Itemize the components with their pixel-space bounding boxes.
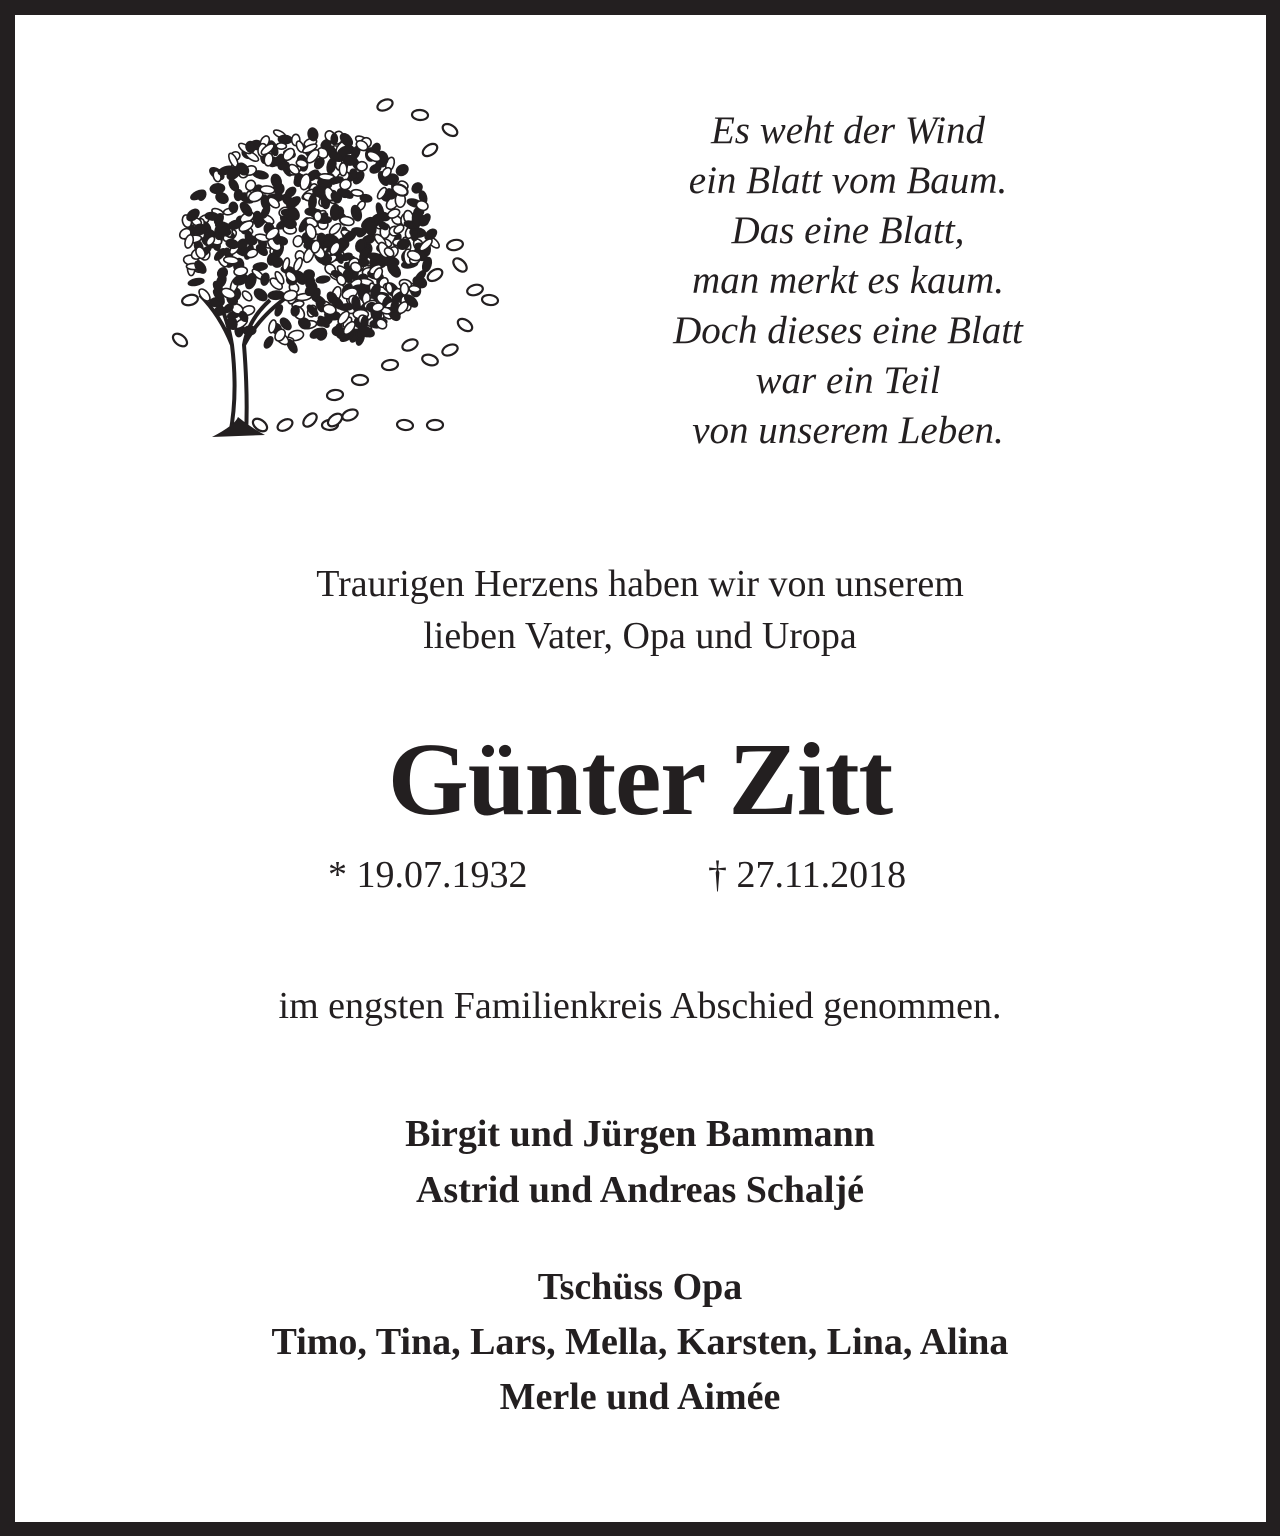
intro-line: Traurigen Herzens haben wir von unserem (316, 563, 964, 605)
tree-mark (322, 239, 333, 248)
tree-mark (456, 316, 475, 333)
tree-mark (409, 285, 421, 293)
poem (600, 106, 1096, 456)
tree-mark (481, 294, 498, 306)
tree-mark (356, 161, 367, 171)
farewell-text: im engsten Familienkreis Abschied genommen. (278, 985, 1002, 1027)
mourner-line: Birgit und Jürgen Bammann (405, 1113, 875, 1155)
tree-mark (441, 342, 460, 357)
tree-mark (331, 134, 337, 145)
poem-line: ein Blatt vom Baum. (688, 159, 1008, 202)
tree-mark (188, 277, 205, 286)
tree-mark (412, 109, 429, 120)
tree-mark (421, 141, 440, 158)
tree-mark (263, 335, 275, 349)
tree-mark (215, 274, 228, 289)
tree-mark (171, 331, 190, 349)
mourner-line: Astrid und Andreas Schaljé (415, 1169, 864, 1211)
deceased-name: Günter Zitt (387, 722, 893, 837)
tree-mark (205, 212, 219, 221)
tree-mark (427, 420, 443, 430)
intro-line: lieben Vater, Opa und Uropa (423, 615, 857, 657)
tree-mark (243, 326, 256, 336)
tree-mark (314, 211, 322, 221)
grandchildren-names: Merle und Aimée (499, 1376, 781, 1418)
poem-line: war ein Teil (755, 359, 941, 402)
tree-icon (160, 95, 505, 445)
tree-mark (276, 417, 295, 434)
tree-mark (421, 353, 439, 367)
tree-mark (227, 178, 240, 192)
tree-mark (252, 287, 269, 303)
grandchildren-names: Timo, Tina, Lars, Mella, Karsten, Lina, Alina (271, 1321, 1009, 1363)
poem-line: Das eine Blatt, (731, 209, 965, 252)
tree-mark (352, 375, 368, 385)
tree-mark (268, 291, 284, 300)
grandchildren-greeting: Tschüss Opa (537, 1266, 743, 1308)
death-date: † 27.11.2018 (708, 854, 907, 896)
tree-mark (341, 407, 360, 422)
tree-mark (376, 97, 395, 113)
tree-mark (332, 326, 344, 336)
tree-mark (276, 143, 286, 149)
tree-mark (301, 411, 319, 429)
tree-mark (210, 183, 225, 194)
tree-mark (197, 287, 212, 303)
tree-mark (260, 185, 275, 194)
tree-mark (396, 419, 413, 431)
tree-mark (446, 238, 464, 251)
tree-mark (193, 259, 208, 275)
tree-mark (330, 204, 340, 220)
tree-mark (292, 257, 304, 273)
tree-mark (241, 289, 254, 302)
tree-mark (327, 389, 344, 401)
tree-mark (441, 122, 460, 139)
birth-date: * 19.07.1932 (328, 854, 528, 896)
tree-mark (229, 202, 238, 213)
tree-mark (316, 275, 330, 283)
tree-mark (253, 262, 267, 271)
poem-line: von unserem Leben. (692, 409, 1004, 452)
tree-mark (466, 283, 484, 297)
tree-mark (401, 337, 420, 353)
tree-mark (401, 283, 409, 295)
tree-mark (285, 220, 296, 228)
tree-mark (181, 293, 199, 307)
poem-line: Doch dieses eine Blatt (673, 309, 1023, 352)
tree-mark (291, 305, 300, 316)
tree-mark (326, 411, 345, 429)
tree-mark (328, 222, 343, 237)
tree-mark (339, 163, 347, 176)
tree-mark (381, 359, 398, 371)
poem-line: Es weht der Wind (710, 109, 986, 152)
poem-line: man merkt es kaum. (692, 259, 1004, 302)
tree-mark (451, 256, 469, 274)
